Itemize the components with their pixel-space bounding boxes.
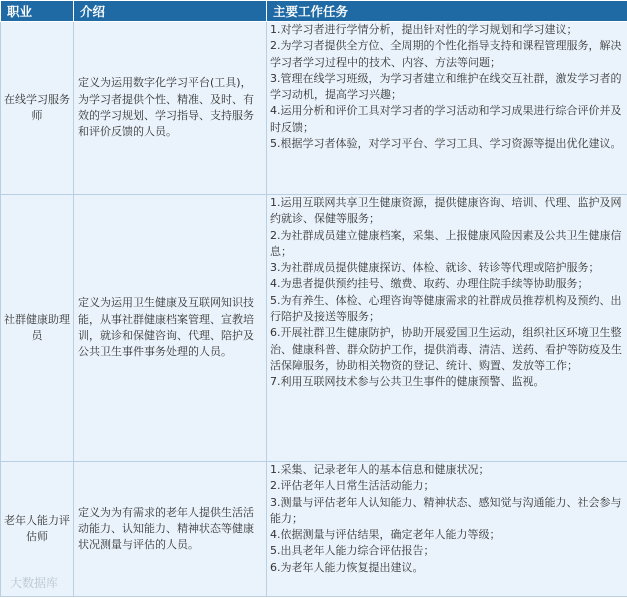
table-row (1, 195, 627, 462)
duty-item: 1.对学习者进行学情分析，提出针对性的学习规划和学习建议； (270, 23, 578, 36)
intro-cell: 定义为为有需求的老年人提供生活活动能力、认知能力、精神状态等健康状况测量与评估的人员。 (74, 462, 267, 597)
duty-item: 6.开展社群卫生健康防护，协助开展爱国卫生运动，组织社区环境卫生整治、健康科普、群众防护工作，提供消毒、清洁、送药、看护等防疫及生活保障服务，协助相关物资的登记、统计、购置、发放等工作； (270, 326, 622, 372)
header-duties: 主要工作任务 (267, 1, 627, 22)
duty-item: 3.测量与评估老年人认知能力、精神状态、感知觉与沟通能力、社会参与能力； (270, 495, 622, 525)
duty-item: 3.管理在线学习班级，为学习者建立和维护在线交互社群，激发学习者的学习动机，提高学习兴趣； (270, 71, 622, 102)
duty-item: 2.为学习者提供全方位、全周期的个性化指导支持和课程管理服务，解决学习者学习过程中的技术、内容、方法等问题； (270, 39, 622, 69)
duty-item: 4.依据测量与评估结果，确定老年人能力等级； (270, 528, 501, 542)
job-name-cell: 老年人能力评估师 (1, 462, 74, 597)
header-job: 职业 (1, 1, 74, 22)
table-row (1, 22, 627, 195)
duties-cell (267, 462, 627, 597)
intro-cell: 定义为运用卫生健康及互联网知识技能，从事社群健康档案管理、宣教培训，就诊和保健咨询、代理、陪护及公共卫生事件事务处理的人员。 (74, 195, 267, 462)
duty-item: 2.评估老年人日常生活活动能力； (270, 479, 435, 493)
duty-item: 4.运用分析和评价工具对学习者的学习活动和学习成果进行综合评价并及时反馈； (270, 104, 622, 134)
table-row (1, 462, 627, 597)
header-intro: 介绍 (74, 1, 267, 22)
job-name-cell: 在线学习服务师 (1, 22, 74, 195)
duty-item: 1.采集、记录老年人的基本信息和健康状况； (270, 463, 490, 476)
duty-item: 6.为老年人能力恢复提出建议。 (270, 560, 424, 574)
duty-item: 5.根据学习者体验，对学习平台、学习工具、学习资源等提出优化建议。 (270, 137, 622, 151)
watermark: 大数据库 (10, 576, 59, 590)
duties-cell (267, 22, 627, 195)
duty-item: 1.运用互联网共享卫生健康资源，提供健康咨询、培训、代理、监护及网约就诊、保健等服务； (270, 196, 622, 226)
job-name-cell: 社群健康助理员 (1, 195, 74, 462)
duty-item: 5.出具老年人能力综合评估报告； (270, 544, 435, 558)
duty-item: 2.为社群成员建立健康档案，采集、上报健康风险因素及公共卫生健康信息； (270, 228, 622, 258)
duty-item: 3.为社群成员提供健康探访、体检、就诊、转诊等代理或陪护服务； (270, 261, 600, 275)
table-header-row (1, 1, 627, 22)
duties-cell (267, 195, 627, 462)
duty-item: 5.为有养生、体检、心理咨询等健康需求的社群成员推荐机构及预约、出行陪护及接送等服务； (270, 293, 622, 324)
duty-item: 7.利用互联网技术参与公共卫生事件的健康预警、监视。 (270, 375, 545, 389)
duty-item: 4.为患者提供预约挂号、缴费、取药、办理住院手续等协助服务； (270, 277, 589, 291)
intro-cell: 定义为运用数字化学习平台(工具)，为学习者提供个性、精准、及时、有效的学习规划、学习指导、支持服务和评价反馈的人员。 (74, 22, 267, 195)
